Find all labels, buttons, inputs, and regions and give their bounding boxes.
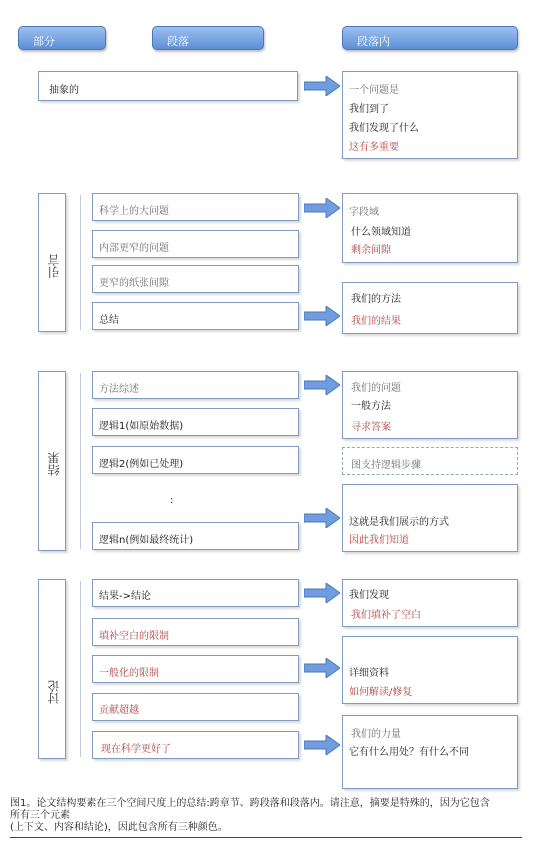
results-item [92,446,299,474]
intro-item [92,302,299,330]
arrow-right-icon [304,306,340,326]
intro-detail-title: 字段域 [349,207,379,218]
header-paragraph-label: 段落 [167,35,189,48]
results-show-box [342,484,518,552]
results-ellipsis: : [170,495,174,506]
abstract-detail-line1: 我们到了 [349,104,389,115]
abstract-box [38,71,298,101]
intro-item-label: 更窄的纸张间隙 [99,278,169,289]
discussion-detail-box [342,636,518,704]
results-item [92,522,299,550]
arrow-right-icon [304,76,340,96]
arrow-right-icon [304,583,340,603]
arrow-right-icon [304,658,340,678]
intro-item-label: 科学上的大问题 [99,206,169,217]
discussion-item [92,618,299,646]
discussion-section [38,579,66,759]
discussion-found-title: 我们发现 [349,590,389,601]
abstract-detail-title: 一个问题是 [349,85,399,96]
results-section-label: 结果 [47,452,61,476]
results-item-label: 逻辑1(如原始数据) [99,421,184,432]
arrow-right-icon [304,508,340,528]
caption-rule [10,837,522,838]
discussion-item-label: 结果->结论 [99,591,151,602]
results-detail-box [342,371,518,439]
results-show-line1: 这就是我们展示的方式 [349,517,449,528]
discussion-strength-box [342,715,518,789]
abstract-detail-line2: 我们发现了什么 [349,123,419,134]
results-bracket [80,373,83,549]
discussion-detail-line1: 详细资料 [349,668,389,679]
results-section [38,371,66,551]
caption-line1: 图1。论文结构要素在三个空间尺度上的总结:跨章节、跨段落和段落内。请注意，摘要是特殊的，因为它包含 [10,798,490,809]
results-detail-title: 我们的问题 [351,383,401,394]
discussion-found-line1: 我们填补了空白 [351,610,421,621]
intro-item-label: 总结 [99,315,119,326]
discussion-item-label: 贡献超越 [99,705,139,716]
discussion-detail-line2: 如何解读/修复 [349,687,413,698]
discussion-item [92,579,299,607]
arrow-right-icon [304,375,340,395]
results-item-label: 逻辑2(例如已处理) [99,459,184,470]
discussion-item-label: 一般化的限制 [99,668,159,679]
discussion-section-label: 讨论 [47,680,61,704]
results-item-label: 方法综述 [99,384,139,395]
arrow-right-icon [304,735,340,755]
results-figure-title: 图支持逻辑步骤 [351,460,421,471]
intro-item [92,265,299,293]
discussion-item [92,731,299,759]
intro-method-box [342,282,518,334]
results-item-label: 逻辑n(例如最终统计) [99,535,194,546]
discussion-item-label: 现在科学更好了 [101,744,171,755]
discussion-item-label: 填补空白的限制 [99,631,169,642]
discussion-item [92,655,299,683]
intro-bracket [80,195,83,330]
caption-line3: (上下文、内容和结论)，因此包含所有三种颜色。 [10,822,228,833]
discussion-found-box [342,579,518,627]
discussion-item [92,693,299,721]
results-detail-line1: 一般方法 [351,401,391,412]
caption-line2: 所有三个元素 [10,810,70,821]
intro-item [92,193,299,221]
results-item [92,371,299,399]
header-paragraph [152,26,264,50]
intro-method-title: 我们的方法 [351,294,401,305]
figure-caption [10,798,550,834]
header-within [342,26,518,50]
intro-item-label: 内部更窄的问题 [99,243,169,254]
discussion-bracket [80,581,83,757]
results-item [92,408,299,436]
intro-item [92,230,299,258]
abstract-detail-line3: 这有多重要 [349,142,399,153]
intro-detail-line2: 剩余间隙 [351,245,391,256]
results-figure-box [342,447,518,475]
intro-method-line1: 我们的结果 [351,316,401,327]
abstract-detail-box [342,71,518,159]
intro-detail-box [342,193,518,263]
intro-section-label: 引言 [47,254,61,278]
discussion-strength-line1: 它有什么用处？有什么不同 [349,747,469,758]
arrow-right-icon [304,198,340,218]
header-part [18,26,106,50]
results-detail-line2: 寻求答案 [351,422,391,433]
discussion-strength-title: 我们的力量 [351,729,401,740]
intro-detail-line1: 什么领域知道 [351,227,411,238]
header-part-label: 部分 [33,35,55,48]
intro-section [38,193,66,332]
abstract-label: 抽象的 [49,85,79,96]
header-within-label: 段落内 [357,35,390,48]
results-show-line2: 因此我们知道 [349,535,409,546]
